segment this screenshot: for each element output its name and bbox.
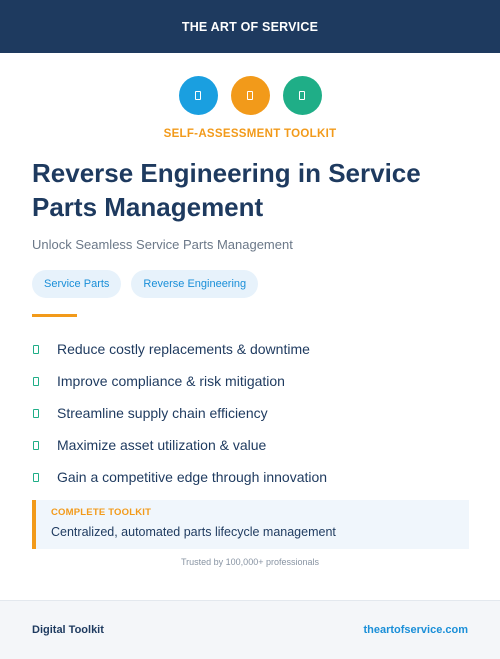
check-icon <box>33 377 39 386</box>
document-glyph-icon <box>195 91 201 100</box>
document-glyph-icon <box>299 91 305 100</box>
benefit-item <box>32 333 327 365</box>
page-title: Reverse Engineering in Service Parts Management <box>32 158 421 222</box>
icon-row <box>0 76 500 115</box>
benefit-list <box>32 333 327 493</box>
benefit-item <box>32 365 327 397</box>
accent-divider <box>32 314 77 317</box>
check-icon <box>33 473 39 482</box>
benefit-item <box>32 429 327 461</box>
benefit-item <box>32 397 327 429</box>
benefit-text: Streamline supply chain efficiency <box>57 405 268 421</box>
benefit-text: Reduce costly replacements & downtime <box>57 341 310 357</box>
header-bar <box>0 0 500 53</box>
check-icon <box>33 409 39 418</box>
benefit-text: Gain a competitive edge through innovation <box>57 469 328 485</box>
tag-reverse-engineering: Reverse Engineering <box>131 270 258 298</box>
document-glyph-icon <box>247 91 253 100</box>
check-icon <box>33 441 39 450</box>
trust-note: Trusted by 100,000+ professionals <box>180 557 319 567</box>
benefit-text: Maximize asset utilization & value <box>57 437 267 453</box>
benefit-text: Improve compliance & risk mitigation <box>57 373 285 389</box>
blue-circle-icon <box>179 76 218 115</box>
tag-service-parts: Service Parts <box>32 270 121 298</box>
callout-text: Centralized, automated parts lifecycle management <box>51 525 336 539</box>
footer <box>0 600 500 659</box>
green-circle-icon <box>283 76 322 115</box>
brand-name: THE ART OF SERVICE <box>181 19 319 34</box>
eyebrow-label: SELF-ASSESSMENT TOOLKIT <box>163 128 337 140</box>
footer-website-link[interactable]: theartofservice.com <box>363 624 468 636</box>
callout-label: COMPLETE TOOLKIT <box>51 507 152 518</box>
subtitle: Unlock Seamless Service Parts Management <box>32 237 293 252</box>
footer-label: Digital Toolkit <box>32 624 104 636</box>
toolkit-callout <box>32 500 469 549</box>
orange-circle-icon <box>231 76 270 115</box>
check-icon <box>33 345 39 354</box>
tag-list <box>32 270 258 298</box>
benefit-item <box>32 461 327 493</box>
